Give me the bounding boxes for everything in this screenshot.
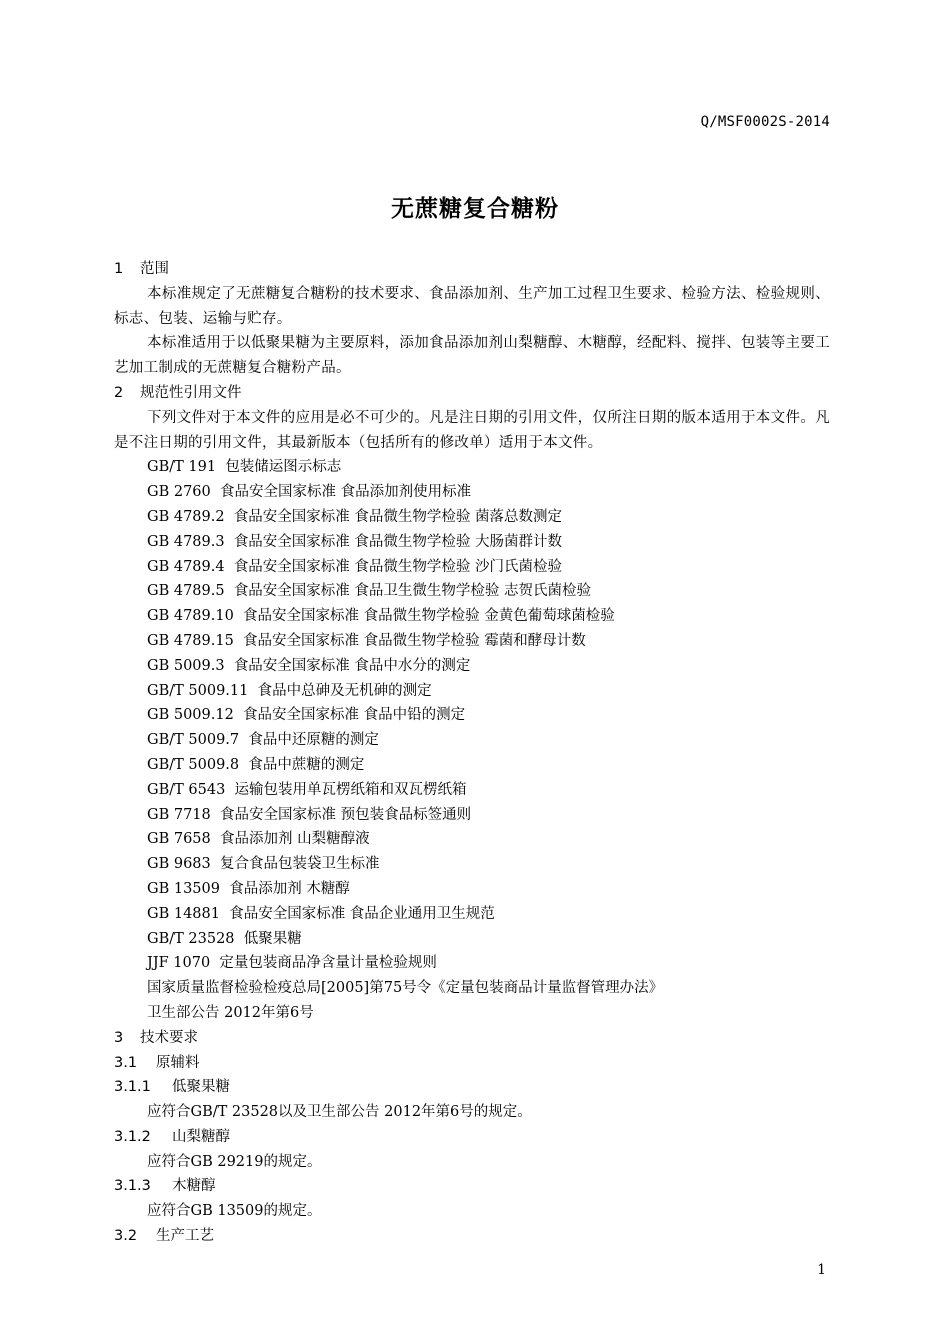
- reference-code: GB 13509: [147, 880, 220, 897]
- reference-title: 食品中总砷及无机砷的测定: [257, 682, 432, 699]
- section-title: 范围: [140, 261, 169, 277]
- section-3-1-3-heading: [114, 1174, 830, 1199]
- reference-code: GB/T 5009.11: [147, 682, 249, 699]
- reference-item: [114, 778, 830, 803]
- reference-item: [114, 827, 830, 852]
- section-2-heading: [114, 381, 830, 406]
- section-number: 3.1.3: [114, 1178, 151, 1195]
- page-number: 1: [817, 1262, 826, 1278]
- section-number: 1: [114, 261, 124, 277]
- section-3-1-heading: [114, 1051, 830, 1076]
- reference-item: 国家质量监督检验检疫总局[2005]第75号令《定量包装商品计量监督管理办法》: [147, 980, 664, 997]
- section-2-paragraph: 下列文件对于本文件的应用是必不可少的。凡是注日期的引用文件，仅所注日期的版本适用于本文件。凡是不注日期的引用文件，其最新版本（包括所有的修改单）适用于本文件。: [114, 409, 830, 451]
- section-3-1-2-heading: [114, 1125, 830, 1150]
- reference-item: [114, 728, 830, 753]
- reference-item: [114, 654, 830, 679]
- reference-item: [114, 480, 830, 505]
- reference-code: GB 4789.10: [147, 608, 234, 625]
- reference-code: GB/T 191: [147, 459, 217, 476]
- reference-item: [114, 803, 830, 828]
- reference-code: GB 4789.2: [147, 508, 225, 525]
- reference-title: 食品安全国家标准 食品中铅的测定: [243, 707, 466, 724]
- document-code: Q/MSF0002S-2014: [700, 114, 830, 130]
- reference-code: GB 4789.15: [147, 632, 234, 649]
- reference-item: [114, 530, 830, 555]
- section-title: 技术要求: [140, 1029, 198, 1046]
- section-number: 3.1.2: [114, 1128, 151, 1145]
- reference-title: 包装储运图示标志: [225, 459, 342, 476]
- reference-item: [114, 902, 830, 927]
- reference-code: GB 7658: [147, 831, 211, 848]
- section-3-2-heading: [114, 1224, 830, 1249]
- section-number: 3.1: [114, 1054, 138, 1071]
- reference-title: 食品安全国家标准 食品添加剂使用标准: [219, 484, 472, 501]
- reference-code: GB 4789.3: [147, 533, 225, 550]
- section-3-1-1-text: 应符合GB/T 23528以及卫生部公告 2012年第6号的规定。: [147, 1104, 532, 1121]
- reference-code: GB/T 6543: [147, 781, 226, 798]
- reference-code: GB 5009.12: [147, 707, 234, 724]
- reference-item: [114, 753, 830, 778]
- document-title: 无蔗糖复合糖粉: [391, 196, 559, 222]
- reference-item: [114, 679, 830, 704]
- reference-title: 食品中蔗糖的测定: [248, 756, 365, 773]
- section-3-heading: [114, 1026, 830, 1051]
- reference-item: 卫生部公告 2012年第6号: [147, 1004, 314, 1021]
- reference-code: GB 2760: [147, 484, 211, 501]
- reference-title: 食品安全国家标准 食品微生物学检验 霉菌和酵母计数: [243, 632, 586, 649]
- reference-item: [114, 703, 830, 728]
- section-3-1-3-text: 应符合GB 13509的规定。: [147, 1203, 322, 1220]
- reference-title: 食品安全国家标准 食品微生物学检验 大肠菌群计数: [233, 533, 563, 550]
- section-number: 3: [114, 1029, 124, 1046]
- reference-item: [114, 604, 830, 629]
- reference-item: [114, 951, 830, 976]
- reference-title: 复合食品包装袋卫生标准: [219, 856, 380, 873]
- section-number: 3.1.1: [114, 1079, 151, 1096]
- section-title: 生产工艺: [156, 1228, 214, 1245]
- section-number: 3.2: [114, 1228, 138, 1245]
- section-title: 木糖醇: [172, 1178, 216, 1195]
- reference-title: 食品安全国家标准 预包装食品标签通则: [219, 806, 472, 823]
- reference-code: GB 7718: [147, 806, 211, 823]
- reference-title: 食品安全国家标准 食品中水分的测定: [233, 657, 471, 674]
- reference-title: 食品中还原糖的测定: [248, 732, 379, 749]
- reference-item: [114, 505, 830, 530]
- reference-item: [114, 852, 830, 877]
- section-number: 2: [114, 384, 124, 401]
- reference-item: [114, 455, 830, 480]
- section-title: 山梨糖醇: [172, 1128, 230, 1145]
- reference-title: 食品添加剂 木糖醇: [229, 880, 350, 897]
- reference-code: JJF 1070: [147, 955, 211, 972]
- reference-code: GB/T 5009.8: [147, 756, 240, 773]
- reference-code: GB/T 23528: [147, 930, 235, 947]
- section-3-1-1-heading: [114, 1075, 830, 1100]
- reference-code: GB 4789.5: [147, 583, 225, 600]
- reference-item: [114, 877, 830, 902]
- section-title: 低聚果糖: [172, 1079, 230, 1096]
- reference-title: 食品安全国家标准 食品企业通用卫生规范: [229, 905, 495, 922]
- reference-title: 食品安全国家标准 食品卫生微生物学检验 志贺氏菌检验: [233, 583, 592, 600]
- reference-code: GB 9683: [147, 856, 211, 873]
- reference-code: GB 4789.4: [147, 558, 225, 575]
- reference-code: GB/T 5009.7: [147, 732, 240, 749]
- section-title: 规范性引用文件: [140, 384, 242, 401]
- reference-code: GB 14881: [147, 905, 220, 922]
- reference-item: [114, 629, 830, 654]
- reference-title: 定量包装商品净含量计量检验规则: [219, 955, 437, 972]
- document-body: [114, 257, 830, 1249]
- reference-title: 食品添加剂 山梨糖醇液: [219, 831, 370, 848]
- reference-title: 食品安全国家标准 食品微生物学检验 金黄色葡萄球菌检验: [243, 608, 615, 625]
- section-title: 原辅料: [156, 1054, 200, 1071]
- reference-title: 食品安全国家标准 食品微生物学检验 沙门氏菌检验: [233, 558, 563, 575]
- section-1-paragraph-2: 本标准适用于以低聚果糖为主要原料，添加食品添加剂山梨糖醇、木糖醇，经配料、搅拌、包装等主要工艺加工制成的无蔗糖复合糖粉产品。: [114, 335, 830, 377]
- reference-item: [114, 555, 830, 580]
- section-3-1-2-text: 应符合GB 29219的规定。: [147, 1153, 322, 1170]
- reference-title: 食品安全国家标准 食品微生物学检验 菌落总数测定: [233, 508, 563, 525]
- reference-item: [114, 579, 830, 604]
- section-1-heading: [114, 257, 830, 282]
- reference-title: 低聚果糖: [243, 930, 302, 947]
- reference-code: GB 5009.3: [147, 657, 225, 674]
- reference-item: [114, 927, 830, 952]
- section-1-paragraph-1: 本标准规定了无蔗糖复合糖粉的技术要求、食品添加剂、生产加工过程卫生要求、检验方法、检验规则、标志、包装、运输与贮存。: [114, 285, 830, 327]
- reference-title: 运输包装用单瓦楞纸箱和双瓦楞纸箱: [234, 781, 467, 798]
